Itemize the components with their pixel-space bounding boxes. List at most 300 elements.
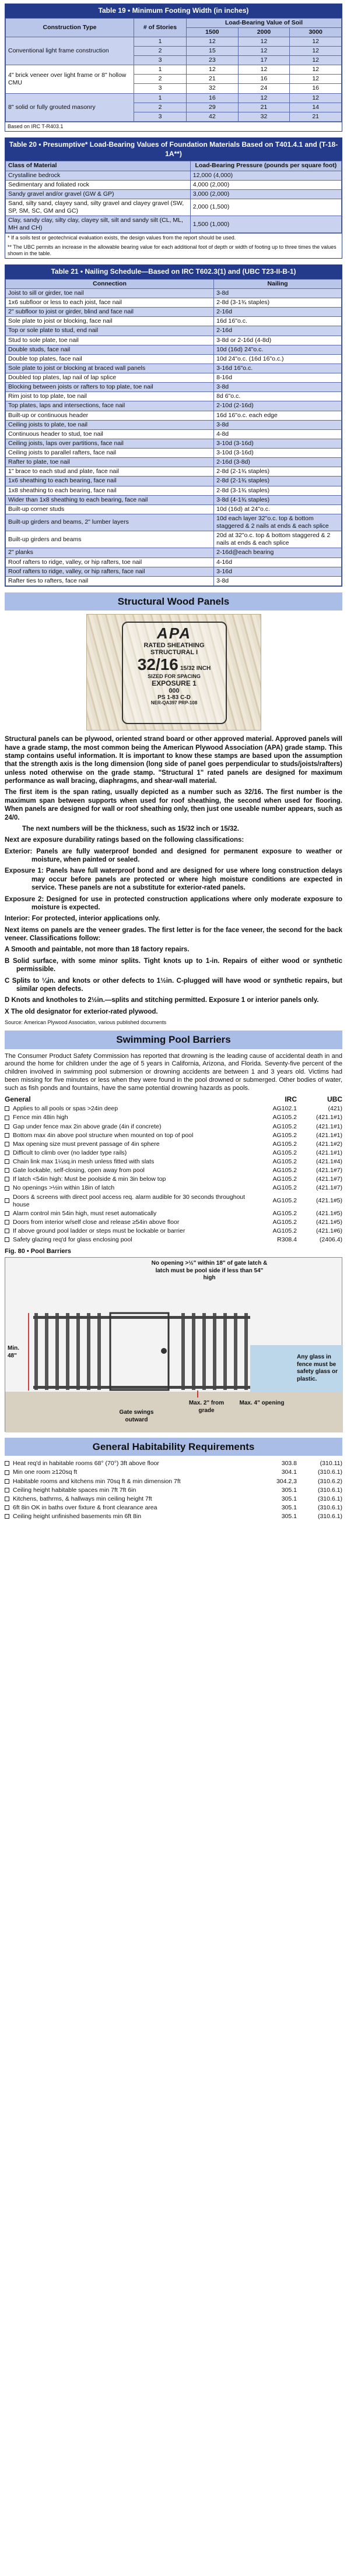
nailing-cell: 16d 16"o.c. — [214, 317, 342, 326]
connection-cell: 1" brace to each stud and plate, face nail — [6, 467, 214, 477]
stories-cell: 3 — [134, 56, 187, 65]
list-item — [5, 1486, 342, 1495]
ubc-ref: (421) — [328, 1105, 342, 1113]
checkbox[interactable] — [5, 1211, 9, 1216]
irc-ref: AG105.2 — [272, 1149, 297, 1156]
col-1500: 1500 — [187, 27, 239, 37]
width-cell: 16 — [290, 84, 342, 93]
ubc-ref: (421.1#1) — [316, 1123, 342, 1130]
connection-cell: Sole plate to joist or blocking, face nail — [6, 317, 214, 326]
requirement-text: Applies to all pools or spas >24in deep — [13, 1105, 118, 1113]
table-row — [6, 567, 342, 576]
pool-requirements-list — [5, 1095, 342, 1244]
checkbox[interactable] — [5, 1461, 9, 1466]
fence-picket — [234, 1313, 237, 1390]
irc-ref: 304.1 — [281, 1469, 297, 1476]
nailing-cell: 20d at 32"o.c. top & bottom staggered & 2 nails at ends & each splice — [214, 531, 342, 548]
list-item — [5, 1123, 342, 1131]
fence-picket — [66, 1313, 69, 1390]
ubc-ref: (310.6.1) — [317, 1513, 342, 1520]
irc-ref: AG105.2 — [272, 1123, 297, 1130]
width-cell: 42 — [187, 112, 239, 121]
ubc-ref: (310.6.1) — [317, 1504, 342, 1511]
apa-stamp — [122, 622, 227, 724]
width-cell: 12 — [187, 65, 239, 75]
material-cell: Crystalline bedrock — [6, 171, 191, 180]
connection-cell: Built-up or continuous header — [6, 411, 214, 420]
grade-d: D Knots and knotholes to 2½in.—splits and stitching permitted. Exposure 1 or interior panels only. — [5, 997, 319, 1004]
table-row — [6, 180, 342, 189]
requirement-text: Min one room ≥120sq ft — [13, 1469, 78, 1476]
list-item — [5, 1218, 342, 1227]
exposure-exterior: Exterior: Panels are fully waterproof bonded and designed for permanent exposure to weather or moisture, when painted or sealed. — [5, 848, 342, 863]
requirement-text: Ceiling height habitable spaces min 7ft 7ft 6in — [13, 1486, 136, 1494]
nailing-cell: 3-8d or 2-16d (4-8d) — [214, 336, 342, 345]
apa-stamp-figure — [86, 614, 261, 731]
col-2000: 2000 — [238, 27, 290, 37]
checkbox[interactable] — [5, 1159, 9, 1164]
irc-ref: R308.4 — [277, 1236, 297, 1244]
table-row — [6, 514, 342, 531]
width-cell: 12 — [290, 65, 342, 75]
requirement-text: Max opening size must prevent passage of 4in sphere — [13, 1140, 160, 1148]
requirement-text: Safety glazing req'd for glass enclosing pool — [13, 1236, 132, 1244]
swp-paragraph-4: Next are exposure durability ratings based on the following classifications: — [5, 837, 244, 844]
width-cell: 29 — [187, 103, 239, 112]
table-row — [6, 373, 342, 383]
irc-ref: AG105.2 — [272, 1114, 297, 1121]
fence-picket — [202, 1313, 206, 1390]
requirement-text: Ceiling height unfinished basements min 6ft 8in — [13, 1513, 142, 1520]
table-row — [6, 576, 342, 585]
connection-cell: Double top plates, face nail — [6, 354, 214, 364]
stories-cell: 1 — [134, 37, 187, 46]
fence-picket — [213, 1313, 216, 1390]
nailing-cell: 10d each layer 32"o.c. top & bottom staggered & 2 nails at ends & each splice — [214, 514, 342, 531]
label-safety-glass: Any glass in fence must be safety glass or plastic. — [297, 1354, 338, 1382]
irc-ref: AG105.2 — [272, 1227, 297, 1234]
table-row — [6, 37, 342, 46]
fence — [33, 1313, 250, 1390]
ubc-ref: (421.1#5) — [316, 1209, 342, 1217]
col-class-of-material: Class of Material — [6, 161, 191, 171]
width-cell: 23 — [187, 56, 239, 65]
width-cell: 12 — [238, 37, 290, 46]
stories-cell: 2 — [134, 75, 187, 84]
swimming-pool-barriers-banner: Swimming Pool Barriers — [5, 1031, 342, 1049]
irc-ref: AG105.2 — [272, 1140, 297, 1148]
construction-type-cell: Conventional light frame construction — [6, 37, 134, 65]
pressure-cell: 2,000 (1,500) — [190, 199, 341, 216]
list-item — [5, 1184, 342, 1192]
connection-cell: 1x6 sheathing to each bearing, face nail — [6, 477, 214, 486]
checkbox[interactable] — [5, 1488, 9, 1492]
construction-type-cell: 8" solid or fully grouted masonry — [6, 93, 134, 121]
structural-wood-panels-banner: Structural Wood Panels — [5, 592, 342, 611]
irc-ref: AG105.2 — [272, 1197, 297, 1205]
table-row — [6, 449, 342, 458]
ubc-ref: (421.1#5) — [316, 1218, 342, 1226]
checkbox[interactable] — [5, 1186, 9, 1191]
table-20-footnote-1: * If a soils test or geotechnical evaluation exists, the design values from the report should be used. — [5, 233, 342, 242]
table-row — [6, 531, 342, 548]
list-item — [5, 1512, 342, 1521]
label-min-48: Min. 48" — [8, 1345, 19, 1359]
table-row — [6, 326, 342, 336]
stories-cell: 1 — [134, 65, 187, 75]
list-item — [5, 1131, 342, 1140]
fence-picket — [97, 1313, 101, 1390]
width-cell: 14 — [290, 103, 342, 112]
pressure-cell: 12,000 (4,000) — [190, 171, 341, 180]
apa-logo: APA — [157, 624, 191, 643]
width-cell: 32 — [187, 84, 239, 93]
table-row — [6, 364, 342, 373]
stories-cell: 3 — [134, 84, 187, 93]
table-row — [6, 477, 342, 486]
connection-cell: Built-up corner studs — [6, 504, 214, 514]
connection-cell: Joist to sill or girder, toe nail — [6, 288, 214, 298]
ubc-ref: (310.6.1) — [317, 1469, 342, 1476]
requirement-text: Difficult to climb over (no ladder type rails) — [13, 1149, 127, 1156]
fence-picket — [192, 1313, 195, 1390]
pool-barrier-illustration — [5, 1258, 343, 1432]
requirement-text: Alarm control min 54in high, must reset automatically — [13, 1209, 157, 1217]
fence-rail — [33, 1316, 250, 1319]
irc-ref: AG105.2 — [272, 1218, 297, 1226]
col-nailing: Nailing — [214, 279, 342, 288]
table-row — [6, 317, 342, 326]
list-item — [5, 1113, 342, 1122]
nailing-cell: 3-8d — [214, 288, 342, 298]
stamp-structural: STRUCTURAL I — [150, 648, 198, 656]
table-row — [6, 439, 342, 448]
nailing-cell: 8-16d — [214, 373, 342, 383]
width-cell: 12 — [290, 93, 342, 103]
connection-cell: Top plates, laps and intersections, face nail — [6, 401, 214, 411]
checkbox[interactable] — [5, 1514, 9, 1519]
nailing-cell: 3-8d — [214, 383, 342, 392]
connection-cell: Doubled top plates, lap nail of lap splice — [6, 373, 214, 383]
swp-paragraph-veneer: Next items on panels are the veneer grades. The first letter is for the face veneer, the second for the back veneer. Classifications follow: — [5, 926, 342, 942]
connection-cell: 1x8 sheathing to each bearing, face nail — [6, 486, 214, 495]
grade-b: B Solid surface, with some minor splits. Tight knots up to 1-in. Repairs of either wood or synthetic permissible. — [5, 957, 342, 973]
connection-cell: Ceiling joists to plate, toe nail — [6, 420, 214, 429]
requirement-text: No openings >½in within 18in of latch — [13, 1184, 115, 1192]
list-item — [5, 1209, 342, 1218]
fence-picket — [76, 1313, 80, 1390]
width-cell: 12 — [290, 56, 342, 65]
ubc-ref: (421.1#1) — [316, 1131, 342, 1139]
irc-ref: 304.2,3 — [276, 1477, 297, 1485]
irc-ref: AG105.2 — [272, 1167, 297, 1174]
connection-cell: Ceiling joists, laps over partitions, face nail — [6, 439, 214, 448]
ubc-ref: (421.1#6) — [316, 1227, 342, 1234]
fence-picket — [34, 1313, 38, 1390]
ubc-ref: (310.11) — [320, 1460, 342, 1467]
checkbox[interactable] — [5, 1198, 9, 1203]
stamp-span: 32/16 — [137, 655, 178, 673]
irc-ref: 305.1 — [281, 1504, 297, 1511]
pool-figure-title: Fig. 80 • Pool Barriers — [5, 1248, 71, 1255]
width-cell: 12 — [238, 65, 290, 75]
table-21-title: Table 21 • Nailing Schedule—Based on IRC T602.3(1) and (UBC T23-II-B-1) — [5, 265, 342, 279]
exposure-2: Exposure 2: Designed for use in protected construction applications where only moderate exposure to moisture is expected. — [5, 895, 342, 911]
requirement-text: Gate lockable, self-closing, open away from pool — [13, 1167, 145, 1174]
nailing-cell: 3-10d (3-16d) — [214, 449, 342, 458]
list-item — [5, 1140, 342, 1149]
connection-cell: Sole plate to joist or blocking at braced wall panels — [6, 364, 214, 373]
table-row — [6, 336, 342, 345]
checkbox[interactable] — [5, 1151, 9, 1155]
connection-cell: 2" subfloor to joist or girder, blind and face nail — [6, 308, 214, 317]
nailing-cell: 2-16d@each bearing — [214, 548, 342, 557]
nailing-cell: 2-16d (3-8d) — [214, 458, 342, 467]
nailing-schedule-table — [5, 279, 342, 586]
irc-ref: AG102.1 — [272, 1105, 297, 1113]
table-row — [6, 486, 342, 495]
ubc-ref: (421.1#1) — [316, 1149, 342, 1156]
connection-cell: Double studs, face nail — [6, 345, 214, 354]
list-item — [5, 1459, 342, 1468]
label-max-opening: Max. 4" opening — [239, 1400, 285, 1406]
ubc-ref: (310.6.1) — [317, 1486, 342, 1494]
checkbox[interactable] — [5, 1168, 9, 1173]
connection-cell: Built-up girders and beams, 2" lumber layers — [6, 514, 214, 531]
stamp-ner: NER-QA397 PRP-108 — [150, 700, 198, 705]
connection-cell: 1x6 subfloor or less to each joist, face nail — [6, 298, 214, 308]
width-cell: 12 — [187, 37, 239, 46]
connection-cell: Stud to sole plate, toe nail — [6, 336, 214, 345]
nailing-cell: 2-16d — [214, 308, 342, 317]
table-row — [6, 216, 342, 233]
label-max-gap: Max. 2" from grade — [188, 1400, 225, 1414]
list-item — [5, 1166, 342, 1175]
nailing-cell: 2-16d — [214, 326, 342, 336]
table-row — [6, 308, 342, 317]
checkbox[interactable] — [5, 1505, 9, 1510]
irc-ref: AG105.2 — [272, 1131, 297, 1139]
list-item — [5, 1468, 342, 1477]
width-cell: 16 — [238, 75, 290, 84]
col-load-bearing-pressure: Load-Bearing Pressure (pounds per square foot) — [190, 161, 341, 171]
list-item — [5, 1104, 342, 1113]
habitability-banner: General Habitability Requirements — [5, 1438, 342, 1456]
table-row — [6, 199, 342, 216]
nailing-cell: 10d 24"o.c. (16d 16"o.c.) — [214, 354, 342, 364]
fence-picket — [45, 1313, 48, 1390]
fence-picket — [244, 1313, 248, 1390]
fence-picket — [87, 1313, 90, 1390]
connection-cell: Blocking between joists or rafters to top plate, toe nail — [6, 383, 214, 392]
checkbox[interactable] — [5, 1124, 9, 1129]
width-cell: 32 — [238, 112, 290, 121]
list-item — [5, 1504, 342, 1512]
ubc-ref: (2406.4) — [319, 1236, 342, 1244]
requirement-text: Gap under fence max 2in above grade (4in if concrete) — [13, 1123, 162, 1130]
col-connection: Connection — [6, 279, 214, 288]
nailing-cell: 16d 16"o.c. each edge — [214, 411, 342, 420]
connection-cell: Rim joist to top plate, toe nail — [6, 392, 214, 401]
table-row — [6, 65, 342, 75]
col-construction-type: Construction Type — [6, 18, 134, 37]
list-item — [5, 1477, 342, 1486]
swp-source: Source: American Plywood Association, various published documents — [5, 1019, 167, 1025]
construction-type-cell: 4" brick veneer over light frame or 8" hollow CMU — [6, 65, 134, 93]
ubc-ref: (421.1#7) — [316, 1176, 342, 1183]
footing-width-table — [5, 18, 342, 122]
habitability-list — [5, 1459, 342, 1521]
checkbox[interactable] — [5, 1133, 9, 1138]
stamp-spacing: SIZED FOR SPACING — [148, 673, 201, 679]
table-20 — [5, 137, 342, 259]
width-cell: 12 — [238, 93, 290, 103]
table-row — [6, 467, 342, 477]
stories-cell: 2 — [134, 103, 187, 112]
table-row — [6, 298, 342, 308]
width-cell: 17 — [238, 56, 290, 65]
width-cell: 12 — [290, 37, 342, 46]
table-row — [6, 504, 342, 514]
list-item — [5, 1495, 342, 1504]
nailing-cell: 10d (16d) at 24"o.c. — [214, 504, 342, 514]
stamp-thickness: 15/32 INCH — [180, 665, 211, 672]
table-row — [6, 548, 342, 557]
table-20-title: Table 20 • Presumptive* Load-Bearing Values of Foundation Materials Based on T401.4.1 and (T-18-1A**) — [5, 138, 342, 161]
width-cell: 12 — [290, 46, 342, 55]
table-row — [6, 420, 342, 429]
width-cell: 12 — [238, 46, 290, 55]
irc-ref: 303.8 — [281, 1460, 297, 1467]
connection-cell: Rafter to plate, toe nail — [6, 458, 214, 467]
checkbox[interactable] — [5, 1497, 9, 1501]
stamp-exposure: EXPOSURE 1 — [152, 679, 197, 687]
ubc-ref: (421.1#2) — [316, 1140, 342, 1148]
grade-a: A Smooth and paintable, not more than 18 factory repairs. — [5, 946, 190, 954]
ubc-ref: (421.1#1) — [316, 1114, 342, 1121]
nailing-cell: 2-8d (2-1¾ staples) — [214, 477, 342, 486]
table-row — [6, 411, 342, 420]
connection-cell: Built-up girders and beams — [6, 531, 214, 548]
width-cell: 21 — [290, 112, 342, 121]
connection-cell: Ceiling joists to parallel rafters, face nail — [6, 449, 214, 458]
nailing-cell: 2-8d (3-1¾ staples) — [214, 298, 342, 308]
table-row — [6, 354, 342, 364]
table-19 — [5, 3, 342, 132]
stamp-mill-number: 000 — [169, 687, 180, 694]
pressure-cell: 3,000 (2,000) — [190, 189, 341, 199]
requirement-text: Bottom max 4in above pool structure when mounted on top of pool — [13, 1131, 194, 1139]
nailing-cell: 2-8d (3-1¾ staples) — [214, 486, 342, 495]
pressure-cell: 4,000 (2,000) — [190, 180, 341, 189]
requirement-text: Habitable rooms and kitchens min 70sq ft & min dimension 7ft — [13, 1477, 181, 1485]
irc-ref: AG105.2 — [272, 1158, 297, 1165]
table-19-title: Table 19 • Minimum Footing Width (in inches) — [5, 4, 342, 18]
requirement-text: If above ground pool ladder or steps must be lockable or barrier — [13, 1227, 185, 1234]
stamp-rating: RATED SHEATHING — [143, 641, 205, 649]
requirement-text: If latch <54in high: Must be poolside & min 3in below top — [13, 1176, 166, 1183]
irc-ref: 305.1 — [281, 1513, 297, 1520]
table-19-note: Based on IRC T-R403.1 — [5, 122, 342, 131]
checkbox[interactable] — [5, 1106, 9, 1111]
gate-latch — [161, 1348, 167, 1354]
stamp-standard: PS 1-83 C-D — [157, 694, 191, 701]
ubc-ref: (310.6.1) — [317, 1495, 342, 1502]
requirement-text: Fence min 48in high — [13, 1114, 68, 1121]
nailing-cell: 8d 6"o.c. — [214, 392, 342, 401]
width-cell: 16 — [187, 93, 239, 103]
checkbox[interactable] — [5, 1220, 9, 1225]
nailing-cell: 3-10d (3-16d) — [214, 439, 342, 448]
grade-c: C Splits to ¼in. and knots or other defects to 1½in. C-plugged will have wood or synthetic repairs, but similar open defects. — [5, 977, 342, 993]
width-cell: 21 — [238, 103, 290, 112]
checkbox[interactable] — [5, 1229, 9, 1233]
checkbox[interactable] — [5, 1116, 9, 1120]
checkbox[interactable] — [5, 1470, 9, 1475]
width-cell: 24 — [238, 84, 290, 93]
checkbox[interactable] — [5, 1177, 9, 1181]
ubc-ref: (421.1#7) — [316, 1167, 342, 1174]
exposure-1: Exposure 1: Panels have full waterproof bond and are designed for use where long construction delays may occur before panels are protected or where high moisture conditions are expected in service. These panels are not a substitute for exterior-rated panels. — [5, 867, 342, 892]
checkbox[interactable] — [5, 1479, 9, 1484]
table-row — [6, 171, 342, 180]
nailing-cell: 3-16d 16"o.c. — [214, 364, 342, 373]
list-item — [5, 1236, 342, 1244]
table-row — [6, 383, 342, 392]
material-cell: Clay, sandy clay, silty clay, clayey silt, silt and sandy silt (CL, ML, MH and CH) — [6, 216, 191, 233]
requirement-text: Kitchens, bathrms, & hallways min ceiling height 7ft — [13, 1495, 152, 1502]
requirement-text: Doors & screens with direct pool access req. alarm audible for 30 seconds throughout house — [13, 1193, 246, 1208]
table-row — [6, 288, 342, 298]
nailing-cell: 3-8d — [214, 420, 342, 429]
table-row — [6, 93, 342, 103]
swp-paragraph-1: Structural panels can be plywood, oriented strand board or other approved material. Approved panels will have a grade stamp, the most common being the American Plywood Association (APA) grade stamp. This stamp contains useful information. It is important to know these stamps are based upon the assumption that the strength axis is the long dimension (long side of panel goes perpendicular to studs/joists/rafters) unless noted otherwise on the grade stamp. "Structural 1" rated panels are designed for maximum performance as wall bracing, diaphragms, and shear-wall material. — [5, 736, 342, 785]
load-bearing-table — [5, 161, 342, 233]
connection-cell: Roof rafters to ridge, valley, or hip rafters, toe nail — [6, 557, 214, 567]
width-cell: 12 — [290, 75, 342, 84]
material-cell: Sedimentary and foliated rock — [6, 180, 191, 189]
material-cell: Sand, silty sand, clayey sand, silty gravel and clayey gravel (SW, SP, SM, SC, GM and GC) — [6, 199, 191, 216]
fence-picket — [55, 1313, 59, 1390]
irc-ref: AG105.2 — [272, 1176, 297, 1183]
ground — [5, 1392, 343, 1432]
col-stories: # of Stories — [134, 18, 187, 37]
list-item — [5, 1158, 342, 1166]
fence-rail — [33, 1386, 250, 1389]
ubc-ref: (421.1#7) — [316, 1184, 342, 1192]
connection-cell: Top or sole plate to stud, end nail — [6, 326, 214, 336]
list-item — [5, 1149, 342, 1158]
requirement-text: Heat req'd in habitable rooms 68° (70°) 3ft above floor — [13, 1460, 159, 1467]
irc-ref: 305.1 — [281, 1495, 297, 1502]
table-row — [6, 458, 342, 467]
table-row — [6, 429, 342, 439]
irc-ref: 305.1 — [281, 1486, 297, 1494]
requirement-text: Chain link max 1¼sq.in mesh unless fitted with slats — [13, 1158, 155, 1165]
grade-x: X The old designator for exterior-rated plywood. — [5, 1008, 158, 1015]
nailing-cell: 2-10d (2-16d) — [214, 401, 342, 411]
exposure-interior: Interior: For protected, interior applications only. — [5, 915, 160, 923]
nailing-cell: 4-8d — [214, 429, 342, 439]
nailing-cell: 3-8d (4-1¾ staples) — [214, 495, 342, 504]
checkbox[interactable] — [5, 1142, 9, 1146]
label-no-opening: No opening >½" within 18" of gate latch & latch must be pool side if less than 54" high — [151, 1260, 268, 1281]
col-3000: 3000 — [290, 27, 342, 37]
requirement-text: Doors from interior w/self close and release ≥54in above floor — [13, 1218, 180, 1226]
gate — [110, 1313, 169, 1390]
checkbox[interactable] — [5, 1237, 9, 1242]
table-row — [6, 189, 342, 199]
